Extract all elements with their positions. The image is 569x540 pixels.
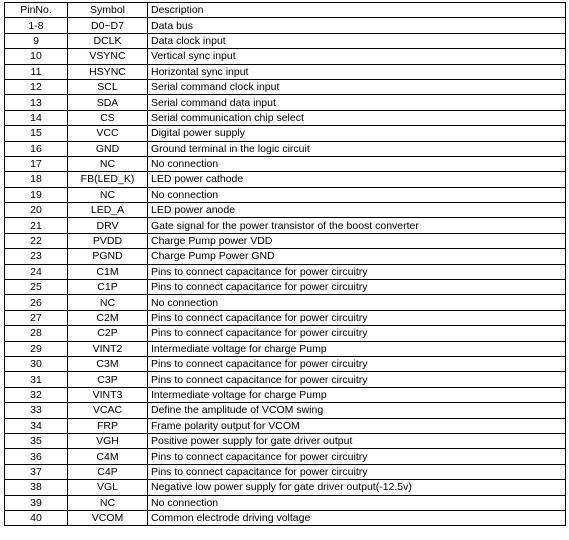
table-row (5, 110, 566, 125)
description-cell: Charge Pump Power GND (148, 249, 566, 264)
pin-number-cell: 20 (5, 203, 68, 218)
table-row (5, 356, 566, 371)
description-cell: Negative low power supply for gate driver output(-12.5v) (148, 480, 566, 495)
symbol-cell: HSYNC (68, 64, 148, 79)
pin-number-cell: 29 (5, 341, 68, 356)
description-cell: No connection (148, 156, 566, 171)
table-row (5, 449, 566, 464)
description-cell: Pins to connect capacitance for power circuitry (148, 280, 566, 295)
pin-number-cell: 37 (5, 464, 68, 479)
pin-number-cell: 30 (5, 356, 68, 371)
description-cell: Data bus (148, 18, 566, 33)
table-row (5, 95, 566, 110)
symbol-cell: DCLK (68, 33, 148, 48)
symbol-cell: VINT2 (68, 341, 148, 356)
pin-number-cell: 25 (5, 280, 68, 295)
pin-table-container (4, 2, 566, 526)
symbol-cell: FB(LED_K) (68, 172, 148, 187)
symbol-cell: C2P (68, 326, 148, 341)
description-cell: Serial command clock input (148, 79, 566, 94)
pin-number-cell: 24 (5, 264, 68, 279)
table-row (5, 187, 566, 202)
table-row (5, 280, 566, 295)
table-row (5, 495, 566, 510)
table-row (5, 403, 566, 418)
pin-number-cell: 35 (5, 433, 68, 448)
table-row (5, 264, 566, 279)
pin-number-cell: 18 (5, 172, 68, 187)
description-cell: Pins to connect capacitance for power circuitry (148, 464, 566, 479)
pin-number-cell: 40 (5, 510, 68, 525)
symbol-cell: C2M (68, 310, 148, 325)
symbol-cell: D0~D7 (68, 18, 148, 33)
table-row (5, 418, 566, 433)
description-cell: Positive power supply for gate driver output (148, 433, 566, 448)
pin-number-cell: 33 (5, 403, 68, 418)
table-row (5, 295, 566, 310)
table-header (5, 3, 566, 18)
table-row (5, 203, 566, 218)
symbol-cell: CS (68, 110, 148, 125)
symbol-cell: C4M (68, 449, 148, 464)
description-cell: Pins to connect capacitance for power circuitry (148, 356, 566, 371)
description-cell: Pins to connect capacitance for power circuitry (148, 326, 566, 341)
description-cell: Pins to connect capacitance for power circuitry (148, 264, 566, 279)
pin-number-cell: 23 (5, 249, 68, 264)
symbol-cell: PGND (68, 249, 148, 264)
pin-number-cell: 38 (5, 480, 68, 495)
header-symbol: Symbol (68, 3, 148, 18)
header-pin-no: PinNo. (5, 3, 68, 18)
symbol-cell: C1M (68, 264, 148, 279)
pin-number-cell: 39 (5, 495, 68, 510)
description-cell: Intermediate voltage for charge Pump (148, 387, 566, 402)
table-row (5, 341, 566, 356)
pin-number-cell: 21 (5, 218, 68, 233)
table-row (5, 372, 566, 387)
description-cell: LED power cathode (148, 172, 566, 187)
pin-number-cell: 32 (5, 387, 68, 402)
table-row (5, 49, 566, 64)
symbol-cell: C1P (68, 280, 148, 295)
table-body (5, 18, 566, 526)
symbol-cell: NC (68, 295, 148, 310)
description-cell: No connection (148, 187, 566, 202)
pin-number-cell: 10 (5, 49, 68, 64)
table-row (5, 387, 566, 402)
description-cell: Vertical sync input (148, 49, 566, 64)
description-cell: Define the amplitude of VCOM swing (148, 403, 566, 418)
table-row (5, 326, 566, 341)
description-cell: No connection (148, 295, 566, 310)
table-row (5, 480, 566, 495)
symbol-cell: LED_A (68, 203, 148, 218)
header-row (5, 3, 566, 18)
pin-number-cell: 15 (5, 126, 68, 141)
table-row (5, 510, 566, 525)
table-row (5, 249, 566, 264)
description-cell: Serial command data input (148, 95, 566, 110)
description-cell: Charge Pump power VDD (148, 233, 566, 248)
pin-number-cell: 9 (5, 33, 68, 48)
symbol-cell: C3M (68, 356, 148, 371)
description-cell: Data clock input (148, 33, 566, 48)
pin-number-cell: 13 (5, 95, 68, 110)
description-cell: LED power anode (148, 203, 566, 218)
symbol-cell: PVDD (68, 233, 148, 248)
pin-number-cell: 11 (5, 64, 68, 79)
symbol-cell: VCC (68, 126, 148, 141)
table-row (5, 172, 566, 187)
description-cell: Pins to connect capacitance for power circuitry (148, 310, 566, 325)
table-row (5, 18, 566, 33)
symbol-cell: VGH (68, 433, 148, 448)
pin-number-cell: 14 (5, 110, 68, 125)
pin-number-cell: 16 (5, 141, 68, 156)
description-cell: Digital power supply (148, 126, 566, 141)
pin-number-cell: 26 (5, 295, 68, 310)
pin-description-table (4, 2, 566, 526)
pin-number-cell: 31 (5, 372, 68, 387)
symbol-cell: SDA (68, 95, 148, 110)
symbol-cell: C4P (68, 464, 148, 479)
table-row (5, 310, 566, 325)
description-cell: Serial communication chip select (148, 110, 566, 125)
pin-number-cell: 22 (5, 233, 68, 248)
symbol-cell: VCOM (68, 510, 148, 525)
description-cell: No connection (148, 495, 566, 510)
table-row (5, 433, 566, 448)
pin-number-cell: 34 (5, 418, 68, 433)
description-cell: Intermediate voltage for charge Pump (148, 341, 566, 356)
table-row (5, 79, 566, 94)
description-cell: Gate signal for the power transistor of the boost converter (148, 218, 566, 233)
table-row (5, 218, 566, 233)
table-row (5, 233, 566, 248)
pin-number-cell: 12 (5, 79, 68, 94)
symbol-cell: FRP (68, 418, 148, 433)
table-row (5, 33, 566, 48)
description-cell: Pins to connect capacitance for power circuitry (148, 449, 566, 464)
symbol-cell: DRV (68, 218, 148, 233)
symbol-cell: GND (68, 141, 148, 156)
table-row (5, 64, 566, 79)
pin-number-cell: 36 (5, 449, 68, 464)
description-cell: Horizontal sync input (148, 64, 566, 79)
header-description: Description (148, 3, 566, 18)
pin-number-cell: 1-8 (5, 18, 68, 33)
pin-number-cell: 27 (5, 310, 68, 325)
table-row (5, 464, 566, 479)
symbol-cell: VSYNC (68, 49, 148, 64)
symbol-cell: VINT3 (68, 387, 148, 402)
description-cell: Frame polarity output for VCOM (148, 418, 566, 433)
table-row (5, 156, 566, 171)
symbol-cell: C3P (68, 372, 148, 387)
description-cell: Pins to connect capacitance for power circuitry (148, 372, 566, 387)
description-cell: Common electrode driving voltage (148, 510, 566, 525)
pin-number-cell: 19 (5, 187, 68, 202)
symbol-cell: SCL (68, 79, 148, 94)
pin-number-cell: 28 (5, 326, 68, 341)
symbol-cell: NC (68, 156, 148, 171)
table-row (5, 126, 566, 141)
pin-number-cell: 17 (5, 156, 68, 171)
symbol-cell: VGL (68, 480, 148, 495)
symbol-cell: VCAC (68, 403, 148, 418)
description-cell: Ground terminal in the logic circuit (148, 141, 566, 156)
symbol-cell: NC (68, 187, 148, 202)
symbol-cell: NC (68, 495, 148, 510)
table-row (5, 141, 566, 156)
